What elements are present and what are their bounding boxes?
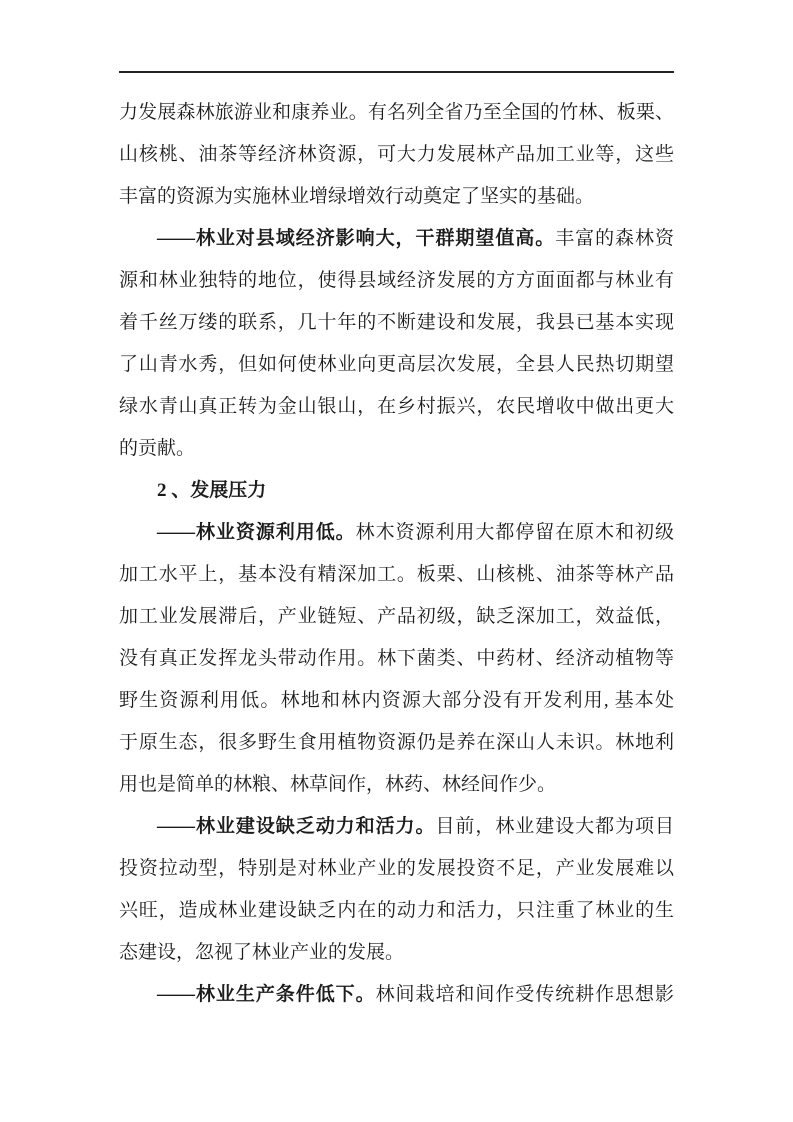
- text-run: 林间栽培和间作受传统耕作思想影: [375, 984, 674, 1005]
- text-run: 兴旺，造成林业建设缺乏内在的动力和活力，只注重了林业的生: [119, 900, 674, 921]
- text-line: [119, 512, 674, 554]
- bold-run: ——林业资源利用低。: [157, 522, 356, 543]
- text-line: [119, 596, 674, 638]
- text-line: [119, 176, 674, 218]
- text-line: [119, 680, 674, 722]
- bold-run: 2 、发展压力: [157, 480, 267, 501]
- text-run: 野生资源利用低。林地和林内资源大部分没有开发利用, 基本处: [119, 690, 674, 711]
- text-line: [119, 386, 674, 428]
- text-line: [119, 932, 674, 974]
- bold-run: ——林业对县域经济影响大，干群期望值高。: [157, 228, 556, 249]
- text-line: [119, 848, 674, 890]
- text-line: [119, 764, 674, 806]
- text-line: [119, 134, 674, 176]
- text-run: 态建设，忽视了林业产业的发展。: [119, 942, 405, 963]
- text-run: 源和林业独特的地位，使得县域经济发展的方方面面都与林业有: [119, 270, 674, 291]
- text-line: [119, 344, 674, 386]
- text-run: 了山青水秀，但如何使林业向更高层次发展，全县人民热切期望: [119, 354, 674, 375]
- text-line: [119, 218, 674, 260]
- text-line: [119, 638, 674, 680]
- text-line: [119, 470, 674, 512]
- text-run: 投资拉动型，特别是对林业产业的发展投资不足，产业发展难以: [119, 858, 674, 879]
- text-line: [119, 428, 674, 470]
- text-line: [119, 974, 674, 1016]
- text-line: [119, 260, 674, 302]
- text-line: [119, 806, 674, 848]
- text-line: [119, 890, 674, 932]
- text-line: [119, 92, 674, 134]
- text-line: [119, 302, 674, 344]
- bold-run: ——林业建设缺乏动力和活力。: [157, 816, 436, 837]
- header-rule: [119, 71, 674, 73]
- text-run: 加工水平上，基本没有精深加工。板栗、山核桃、油茶等林产品: [119, 564, 674, 585]
- text-run: 加工业发展滞后，产业链短、产品初级，缺乏深加工，效益低，: [119, 606, 674, 627]
- text-line: [119, 722, 674, 764]
- text-run: 山核桃、油茶等经济林资源，可大力发展林产品加工业等，这些: [119, 144, 674, 165]
- bold-run: ——林业生产条件低下。: [157, 984, 376, 1005]
- text-run: 用也是简单的林粮、林草间作，林药、林经间作少。: [119, 774, 557, 795]
- text-run: 着千丝万缕的联系，几十年的不断建设和发展，我县已基本实现: [119, 312, 674, 333]
- text-run: 目前，林业建设大都为项目: [435, 816, 674, 837]
- text-run: 丰富的资源为实施林业增绿增效行动奠定了坚实的基础。: [119, 186, 595, 207]
- text-run: 力发展森林旅游业和康养业。有名列全省乃至全国的竹林、板栗、: [119, 102, 674, 123]
- text-line: [119, 554, 674, 596]
- document-body: [119, 92, 674, 1016]
- text-run: 丰富的森林资: [555, 228, 674, 249]
- text-run: 林木资源利用大都停留在原木和初级: [355, 522, 674, 543]
- text-run: 于原生态，很多野生食用植物资源仍是养在深山人未识。林地利: [119, 732, 674, 753]
- text-run: 的贡献。: [119, 438, 196, 459]
- text-run: 绿水青山真正转为金山银山，在乡村振兴，农民增收中做出更大: [119, 396, 674, 417]
- text-run: 没有真正发挥龙头带动作用。林下菌类、中药材、经济动植物等: [119, 648, 674, 669]
